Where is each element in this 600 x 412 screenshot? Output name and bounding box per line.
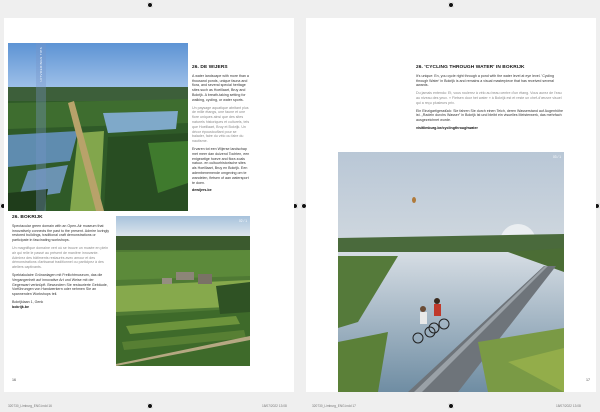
registration-mark-top-right bbox=[448, 2, 454, 8]
left-slug: 320730_Limburg_ENG.indd 16 bbox=[8, 404, 52, 408]
right-page bbox=[306, 18, 596, 392]
cycling-through-water-image bbox=[338, 152, 564, 392]
right-slug-date: 18/07/2022 13:08 bbox=[556, 404, 581, 408]
bokrijk-para-fr: Un magnifique domaine vert où se trouve un musée en plein air qui relie le passé au présent de manière innovante. Admirez des bâtiments restaurés avec amour et des démonstrations d'artisanat traditionnel ou participez à des ateliers captivants. bbox=[12, 245, 109, 270]
bokrijk-para-nl: Spektakulaire Grünanlagen mit Freilichtmuseum, das die Vergangenheit auf innovative Art und Weise mit der Gegenwart verknüpft. Bewundern Sie restaurierte Gebäude, Vorführungen von Handwerkern oder nehmen Sie an spannenden Workshops teil. bbox=[12, 272, 108, 297]
dewijers-para-en: A water landscape with more than a thousand ponds, unique fauna and flora, and several special heritage sites such as Hoeillaart, Bruy and Bokrijk. A breath-taking setting for walking, cycling, or water sports. bbox=[192, 73, 249, 102]
cycling-para-nl: Ein Einzigartigesstück: Sie fahren Sie durch einen Teich, deren Wasserstand auf Augenhöhe ist. „Radeln durchs Wasser” in Bokrijk ist und bleibt ein visuelles Meisterwerk, das mehrfach ausgezeichnet wurde. bbox=[416, 108, 564, 123]
dewijers-para-nl: Ervaren tot een Wijerse landschap met meer dan duizend Tochten, een enigeartige hoeve and flora zoals natuur- en cultuurhistorische sites als Hoeillaart, Bruy en Bokrijk. Een adembenemende omgeving om te wandelen, fietsen of aan watersport te doen. bbox=[192, 146, 250, 185]
registration-mark-bottom-left bbox=[147, 403, 153, 409]
bokrijk-para-en: Spectacular green domain with an Open-Air museum that innovatively connects the past to the present. Admire lovingly restored buildings, traditional craft demonstrations or participate in fascinating workshops. bbox=[12, 223, 110, 243]
left-slug-date: 18/07/2022 13:08 bbox=[262, 404, 287, 408]
bokrijk-address: Bokrijklaan 1, Genk bbox=[12, 299, 44, 304]
dewijers-aerial-photo bbox=[8, 43, 188, 211]
registration-mark-top-left bbox=[147, 2, 153, 8]
dewijers-text bbox=[192, 66, 250, 193]
photo-vertical-band bbox=[36, 43, 46, 211]
right-page-number: 17 bbox=[586, 378, 590, 382]
left-page bbox=[4, 18, 294, 392]
bokrijk-link[interactable]: bokrijk.be bbox=[12, 304, 29, 309]
cycling-link[interactable]: visitlimburg.be/cyclingthroughwater bbox=[416, 125, 478, 130]
bokrijk-aerial-photo bbox=[116, 216, 250, 366]
bokrijk-photo-tag: 02 / 1 bbox=[239, 219, 247, 223]
bokrijk-aerial-image bbox=[116, 216, 250, 366]
cycling-para-en: It's unique: En, you cycle right through a pond with the water level at eye level. 'Cycling through Water' in Bokrijk is and remains a visual masterpiece that has received several awards. bbox=[416, 73, 555, 88]
dewijers-link[interactable]: dewijers.be bbox=[192, 188, 212, 193]
dewijers-para-fr: Un paysage aquatique abritant plus de mille étangs, une faune et une flore uniques ainsi que des sites naturels historiques et culturels, tels que Hoeillaart, Bruy et Bokrijk. Un décor époustouflant pour se balader, faire du vélo ou faire du nautisme. bbox=[192, 105, 250, 144]
photo-band-label: UITVOERINGS TIPS bbox=[39, 47, 43, 82]
cycling-para-fr: Du jamais entendu: Et, vous roulerez à vélo au beau centre d'un étang. Vous aurez de l'eau au niveau des yeux. « Fietsen door het water » à Bokrijk est et reste un chef-d'œuvre visuel qui a reçu plusieurs prix. bbox=[416, 91, 562, 105]
dewijers-aerial-image bbox=[8, 43, 188, 211]
cycling-heading: 26. 'CYCLING THROUGH WATER' IN BOKRIJK bbox=[416, 65, 525, 70]
cycling-text bbox=[416, 66, 566, 131]
bokrijk-text bbox=[12, 216, 110, 310]
right-slug: 320730_Limburg_ENG.indd 17 bbox=[312, 404, 356, 408]
dewijers-heading: 26. DE WIJERS bbox=[192, 65, 228, 70]
cycling-through-water-photo bbox=[338, 152, 564, 392]
bokrijk-heading: 26. BOKRIJK bbox=[12, 215, 43, 220]
registration-mark-bottom-right bbox=[448, 403, 454, 409]
cycling-photo-tag: 03 / 1 bbox=[553, 155, 561, 159]
left-page-number: 16 bbox=[12, 378, 16, 382]
